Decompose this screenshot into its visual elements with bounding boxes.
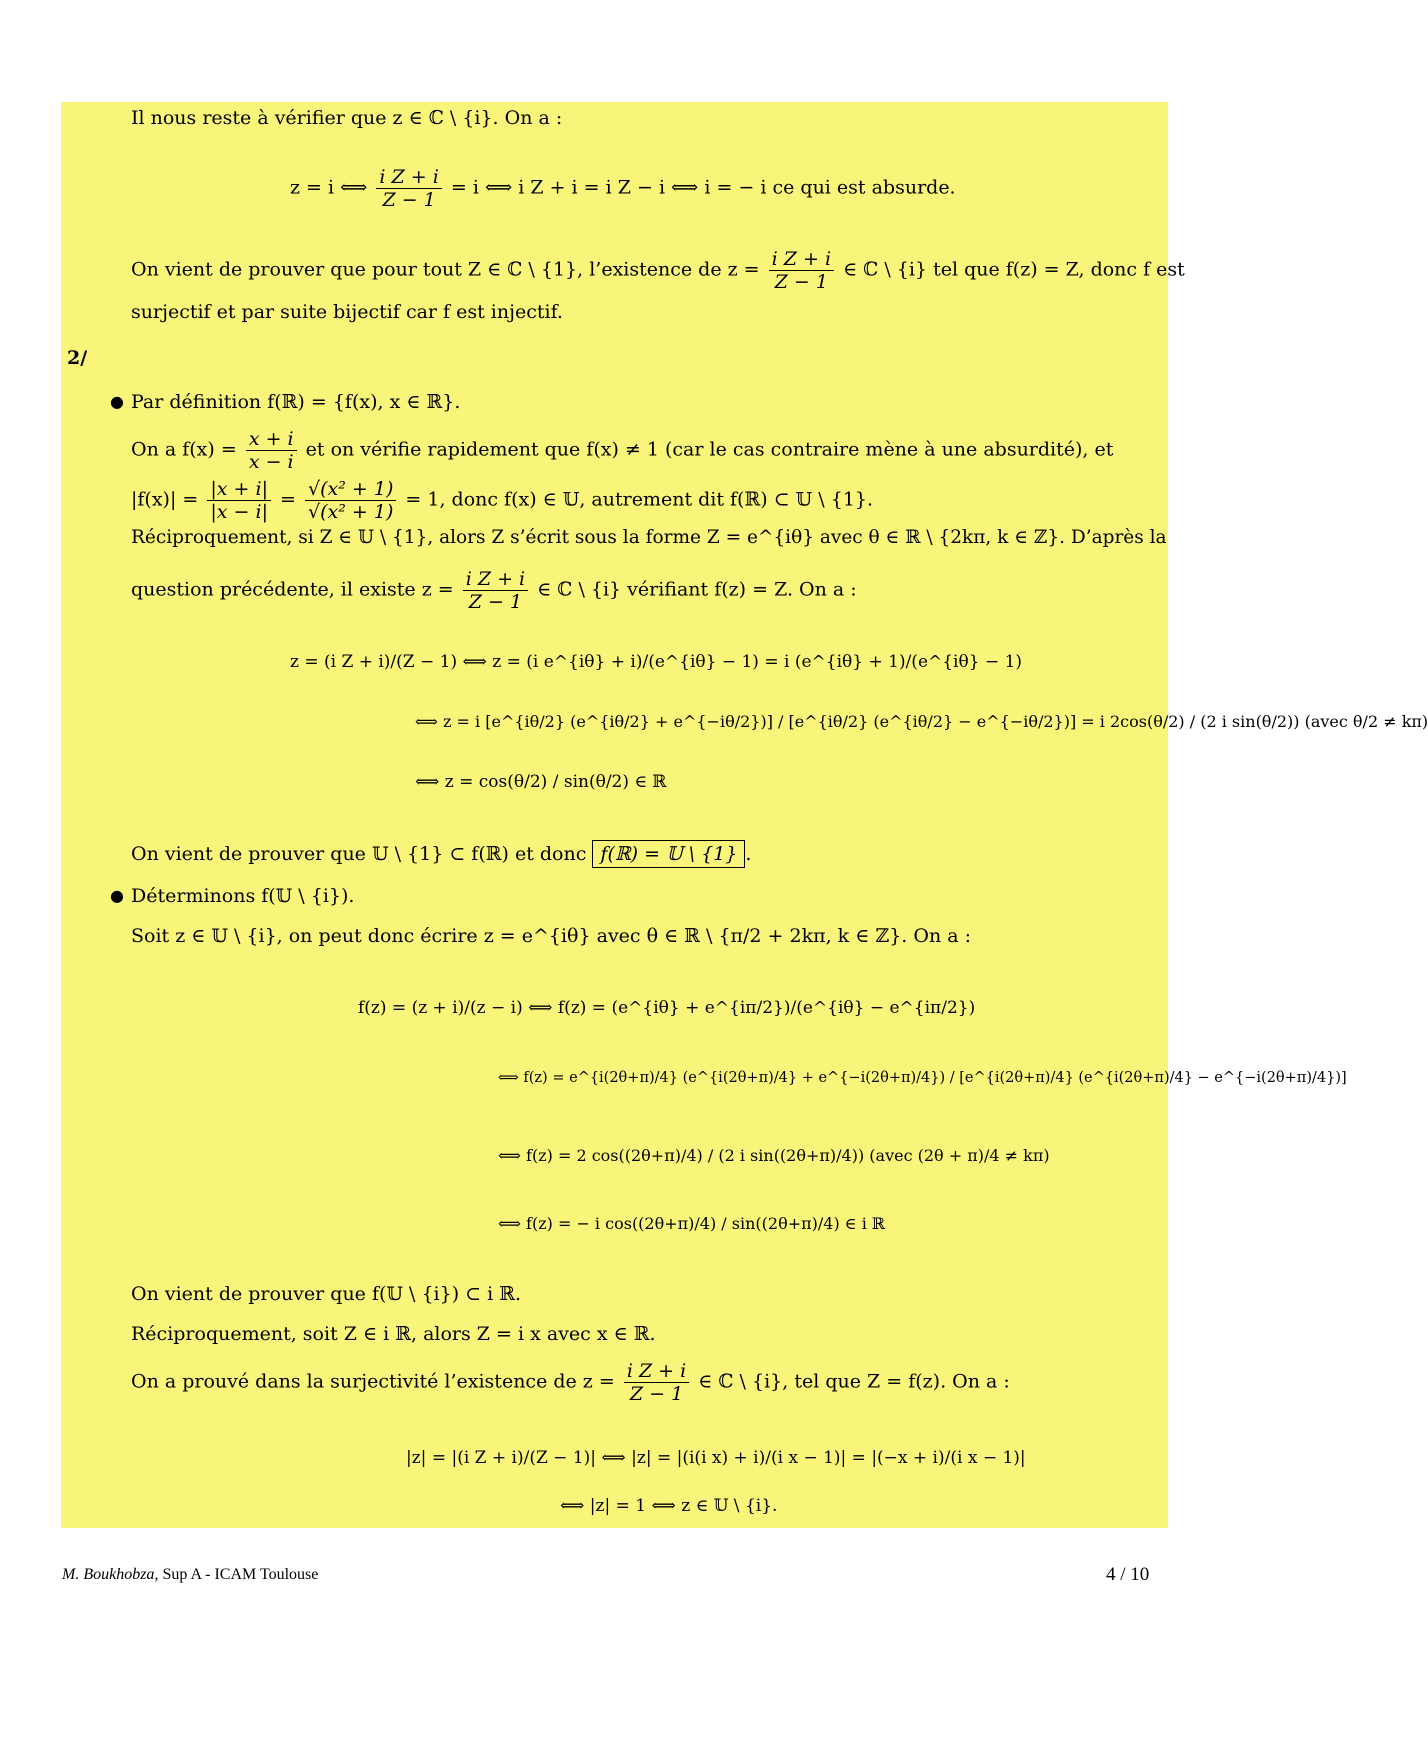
boxed-result: f(ℝ) = 𝕌 \ {1} xyxy=(592,840,745,868)
text-line: On vient de prouver que pour tout Z ∈ ℂ \ {1}, l’existence de z = $\frac{\text{i Z + i}}{Z - 1}$ ∈ ℂ \ {i} tel que f(z) = Z, donc f est xyxy=(131,248,1185,293)
text-line: On vient de prouver que f(𝕌 \ {i}) ⊂ i ℝ. xyxy=(131,1283,522,1305)
equation-line: z = (i Z + i)/(Z − 1) ⟺ z = (i e^{iθ} + i)/(e^{iθ} − 1) = i (e^{iθ} + 1)/(e^{iθ} − 1) xyxy=(290,652,1023,672)
fraction: $\frac{\text{i Z + i}}{Z - 1}$ xyxy=(769,248,834,293)
text-line: Par définition f(ℝ) = {f(x), x ∈ ℝ}. xyxy=(131,391,461,413)
equation-line: ⟺ f(z) = − i cos((2θ+π)/4) / sin((2θ+π)/4) ∈ i ℝ xyxy=(498,1214,886,1233)
equation-line: ⟺ |z| = 1 ⟺ z ∈ 𝕌 \ {i}. xyxy=(560,1496,778,1516)
page-number: 4 / 10 xyxy=(1106,1564,1150,1585)
equation-line: |z| = |(i Z + i)/(Z − 1)| ⟺ |z| = |(i(i x) + i)/(i x − 1)| = |(−x + i)/(i x − 1)| xyxy=(406,1448,1026,1468)
bullet-icon: ● xyxy=(110,392,124,411)
text-line: On vient de prouver que 𝕌 \ {1} ⊂ f(ℝ) et donc f(ℝ) = 𝕌 \ {1} . xyxy=(131,842,751,866)
section-label: 2/ xyxy=(67,347,88,369)
fraction: $\frac{|x + i|}{|x - i|}$ xyxy=(207,478,271,523)
equation-line: f(z) = (z + i)/(z − i) ⟺ f(z) = (e^{iθ} + e^{iπ/2})/(e^{iθ} − e^{iπ/2}) xyxy=(358,998,976,1018)
text-line: question précédente, il existe z = $\frac{\text{i Z + i}}{Z - 1}$ ∈ ℂ \ {i} vérifiant f(z) = Z. On a : xyxy=(131,568,857,613)
text-line: surjectif et par suite bijectif car f est injectif. xyxy=(131,301,563,323)
text-line: Réciproquement, soit Z ∈ i ℝ, alors Z = i x avec x ∈ ℝ. xyxy=(131,1323,656,1345)
footer-author: M. Boukhobza, Sup A - ICAM Toulouse xyxy=(62,1566,319,1583)
fraction: $\frac{\text{√(x² + 1)}}{\text{√(x² + 1)}}$ xyxy=(305,478,396,523)
text-line: Il nous reste à vérifier que z ∈ ℂ \ {i}. On a : xyxy=(131,107,563,129)
equation-line: ⟺ z = i [e^{iθ/2} (e^{iθ/2} + e^{−iθ/2})] / [e^{iθ/2} (e^{iθ/2} − e^{−iθ/2})] = i 2cos(θ/2) / (2 i sin(θ/2)) (avec θ/2 ≠ kπ) xyxy=(415,712,1428,731)
equation-line: ⟺ f(z) = 2 cos((2θ+π)/4) / (2 i sin((2θ+π)/4)) (avec (2θ + π)/4 ≠ kπ) xyxy=(498,1146,1050,1165)
text-line: Réciproquement, si Z ∈ 𝕌 \ {1}, alors Z s’écrit sous la forme Z = e^{iθ} avec θ ∈ ℝ \ {2kπ, k ∈ ℤ}. D’après la xyxy=(131,527,1167,548)
text-line: |f(x)| = $\frac{|x + i|}{|x - i|}$ = $\frac{\text{√(x² + 1)}}{\text{√(x² + 1)}}$ = 1, donc f(x) ∈ 𝕌, autrement dit f(ℝ) ⊂ 𝕌 \ {1}. xyxy=(131,478,874,523)
text-line: On a prouvé dans la surjectivité l’existence de z = $\frac{\text{i Z + i}}{Z - 1}$ ∈ ℂ \ {i}, tel que Z = f(z). On a : xyxy=(131,1360,1010,1405)
fraction: $\frac{x + i}{x - i}$ xyxy=(246,428,297,473)
text-line: Soit z ∈ 𝕌 \ {i}, on peut donc écrire z = e^{iθ} avec θ ∈ ℝ \ {π/2 + 2kπ, k ∈ ℤ}. On a : xyxy=(131,925,971,947)
equation-line: z = i ⟺ $\frac{\text{i Z + i}}{Z - 1}$ = i ⟺ i Z + i = i Z − i ⟺ i = − i ce qui est absurde. xyxy=(290,166,956,211)
fraction: $\frac{\text{i Z + i}}{Z - 1}$ xyxy=(376,166,441,211)
text-line: Déterminons f(𝕌 \ {i}). xyxy=(131,885,355,907)
equation-line: ⟺ z = cos(θ/2) / sin(θ/2) ∈ ℝ xyxy=(415,772,667,792)
bullet-icon: ● xyxy=(110,886,124,905)
text-line: On a f(x) = $\frac{x + i}{x - i}$ et on vérifie rapidement que f(x) ≠ 1 (car le cas contraire mène à une absurdité), et xyxy=(131,428,1114,473)
fraction: $\frac{\text{i Z + i}}{Z - 1}$ xyxy=(463,568,528,613)
equation-line: ⟺ f(z) = e^{i(2θ+π)/4} (e^{i(2θ+π)/4} + e^{−i(2θ+π)/4}) / [e^{i(2θ+π)/4} (e^{i(2θ+π)/4} − e^{−i(2θ+π)/4})] xyxy=(498,1070,1347,1086)
fraction: $\frac{\text{i Z + i}}{Z - 1}$ xyxy=(624,1360,689,1405)
